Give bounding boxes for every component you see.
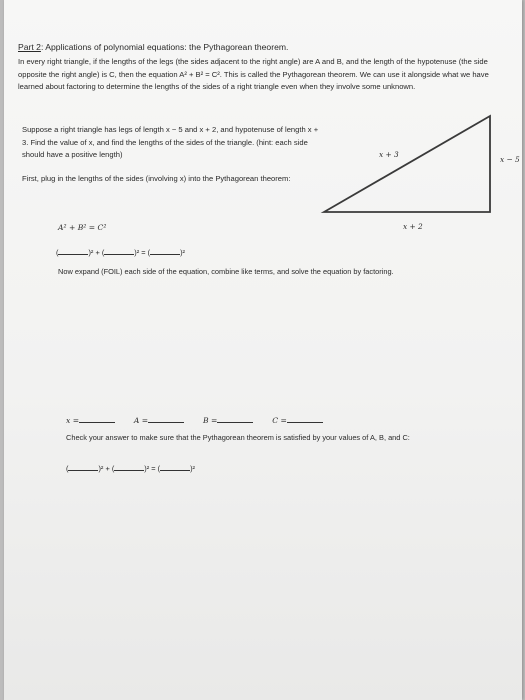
expand-instruction: Now expand (FOIL) each side of the equation, combine like terms, and solve the equation by factoring. <box>58 267 394 276</box>
intro-paragraph: In every right triangle, if the lengths of the legs (the sides adjacent to the right angle) are A and B, and the length of the hypotenuse (the side opposite the right angle) is C, then the equation A² + B² = C². This is called the Pythagorean theorem. We can use it alongside what we have learned about factoring to determine the lengths of the sides of a right triangle even when they involve some unknown. <box>18 57 489 92</box>
plug-in-instruction: First, plug in the lengths of the sides (involving x) into the Pythagorean theorem: <box>22 174 291 183</box>
problem-statement: Suppose a right triangle has legs of length x − 5 and x + 2, and hypotenuse of length x + 3. Find the value of x, and find the lengths of the sides of the triangle. (hint: each side should have a positive length) <box>22 125 319 160</box>
title-text: : Applications of polynomial equations: the Pythagorean theorem. <box>40 42 289 52</box>
worksheet-page <box>4 0 522 700</box>
vertical-leg-label: x − 5 <box>500 155 520 164</box>
check-blank-a[interactable] <box>68 462 98 471</box>
check-instruction: Check your answer to make sure that the Pythagorean theorem is satisfied by your values of A, B, and C: <box>66 433 410 442</box>
section-title <box>18 42 288 52</box>
triangle-shape <box>324 116 490 212</box>
x-answer-blank[interactable] <box>79 414 115 423</box>
x-label: x = <box>66 416 80 425</box>
answers-row <box>66 414 323 425</box>
blank-b[interactable] <box>104 246 134 255</box>
check-blank-c[interactable] <box>160 462 190 471</box>
check-blank-b[interactable] <box>114 462 144 471</box>
a-label: A = <box>133 416 149 425</box>
blank-c[interactable] <box>150 246 180 255</box>
b-label: B = <box>203 416 218 425</box>
pythagorean-equation: A² + B² = C² <box>58 223 107 232</box>
right-triangle-diagram <box>304 108 524 233</box>
horizontal-leg-label: x + 2 <box>403 222 423 231</box>
check-row: ( )² + ( )² = ( )² <box>66 464 196 473</box>
hypotenuse-label: x + 3 <box>379 150 399 159</box>
c-label: C = <box>272 416 287 425</box>
part-label: Part 2 <box>18 42 41 52</box>
b-answer-blank[interactable] <box>217 414 253 423</box>
a-answer-blank[interactable] <box>148 414 184 423</box>
blank-a[interactable] <box>58 246 88 255</box>
plug-in-row: ( )² + ( )² = ( )² <box>56 248 186 257</box>
c-answer-blank[interactable] <box>287 414 323 423</box>
